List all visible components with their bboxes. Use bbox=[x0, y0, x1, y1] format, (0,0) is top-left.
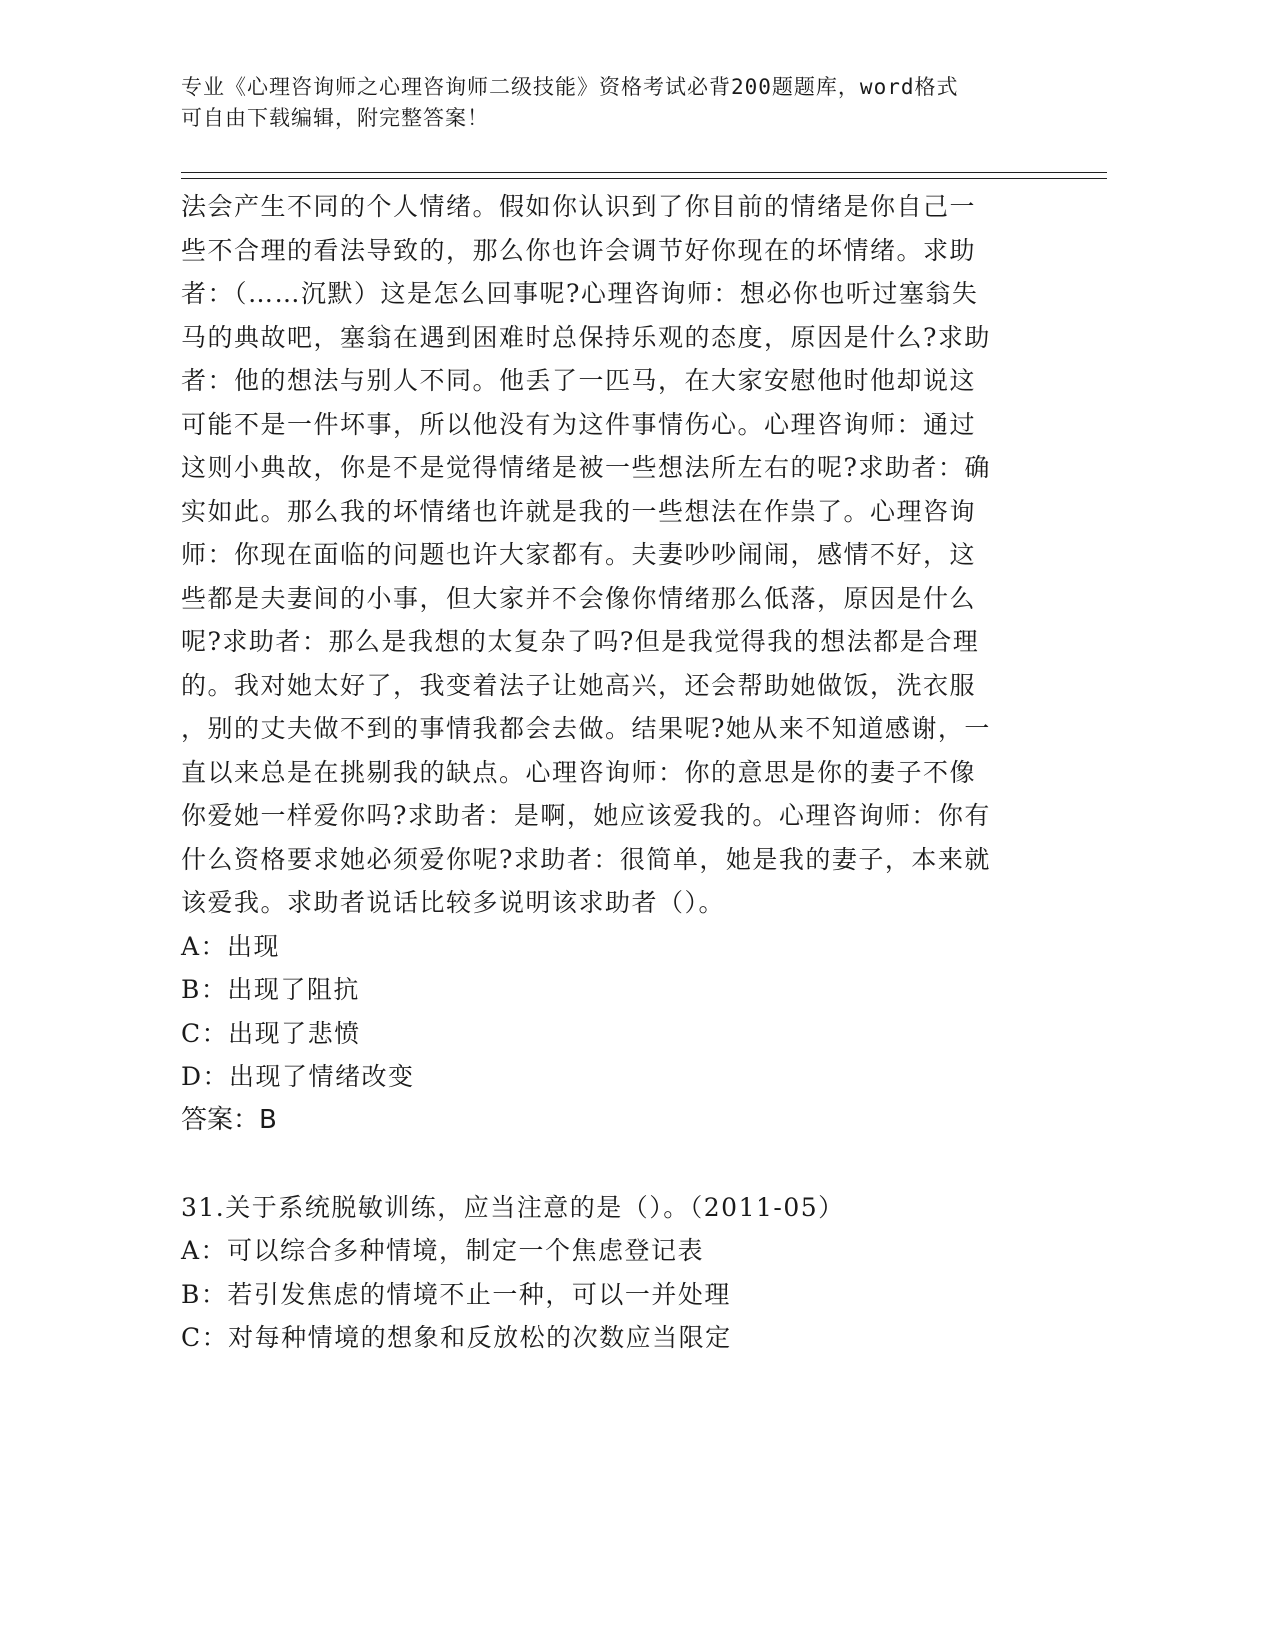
text-line: 你爱她一样爱你吗?求助者：是啊，她应该爱我的。心理咨询师：你有 bbox=[181, 801, 991, 830]
option-c: C：对每种情境的想象和反放松的次数应当限定 bbox=[181, 1323, 732, 1352]
header-line-2: 可自由下载编辑，附完整答案！ bbox=[181, 106, 489, 130]
spacer bbox=[181, 1142, 1081, 1186]
text-line: ，别的丈夫做不到的事情我都会去做。结果呢?她从来不知道感谢，一 bbox=[181, 714, 991, 743]
text-line: 些都是夫妻间的小事，但大家并不会像你情绪那么低落，原因是什么 bbox=[181, 583, 977, 613]
option-a: A：出现 bbox=[181, 931, 281, 961]
text-line: 者：他的想法与别人不同。他丢了一匹马，在大家安慰他时他却说这 bbox=[181, 366, 977, 395]
option-c: C：出现了悲愤 bbox=[181, 1018, 361, 1048]
text-line: 直以来总是在挑剔我的缺点。心理咨询师：你的意思是你的妻子不像 bbox=[181, 757, 977, 787]
text-line: 呢?求助者：那么是我想的太复杂了吗?但是我觉得我的想法都是合理 bbox=[181, 627, 980, 656]
document-body bbox=[181, 185, 1081, 1360]
question-prev-options bbox=[181, 925, 1081, 1099]
option-a: A：可以综合多种情境，制定一个焦虑登记表 bbox=[181, 1236, 705, 1265]
option-b: B：若引发焦虑的情境不止一种，可以一并处理 bbox=[181, 1279, 731, 1309]
text-line: 些不合理的看法导致的，那么你也许会调节好你现在的坏情绪。求助 bbox=[181, 235, 977, 265]
text-line: 可能不是一件坏事，所以他没有为这件事情伤心。心理咨询师：通过 bbox=[181, 409, 977, 439]
header-rule-top bbox=[181, 172, 1107, 173]
text-line: 该爱我。求助者说话比较多说明该求助者（）。 bbox=[181, 888, 726, 917]
text-line: 者：（……沉默）这是怎么回事呢?心理咨询师：想必你也听过塞翁失 bbox=[181, 279, 979, 308]
text-line: 什么资格要求她必须爱你呢?求助者：很简单，她是我的妻子，本来就 bbox=[181, 844, 991, 874]
option-b: B：出现了阻抗 bbox=[181, 975, 360, 1004]
question-31 bbox=[181, 1186, 1081, 1360]
header-rule-bottom bbox=[181, 178, 1107, 179]
question-31-stem: 31.关于系统脱敏训练，应当注意的是（）。（2011-05） bbox=[181, 1192, 845, 1222]
header-line-1: 专业《心理咨询师之心理咨询师二级技能》资格考试必背200题题库，word格式 bbox=[181, 75, 959, 99]
text-line: 的。我对她太好了，我变着法子让她高兴，还会帮助她做饭，洗衣服 bbox=[181, 670, 977, 700]
question-prev-text bbox=[181, 185, 1081, 925]
text-line: 师：你现在面临的问题也许大家都有。夫妻吵吵闹闹，感情不好，这 bbox=[181, 540, 977, 569]
text-line: 马的典故吧，塞翁在遇到困难时总保持乐观的态度，原因是什么?求助 bbox=[181, 322, 991, 352]
page-header bbox=[181, 72, 1061, 134]
text-line: 法会产生不同的个人情绪。假如你认识到了你目前的情绪是你自己一 bbox=[181, 192, 977, 221]
text-line: 这则小典故，你是不是觉得情绪是被一些想法所左右的呢?求助者：确 bbox=[181, 453, 991, 482]
text-line: 实如此。那么我的坏情绪也许就是我的一些想法在作祟了。心理咨询 bbox=[181, 496, 977, 526]
option-d: D：出现了情绪改变 bbox=[181, 1062, 415, 1091]
answer-label: 答案：B bbox=[181, 1104, 277, 1135]
